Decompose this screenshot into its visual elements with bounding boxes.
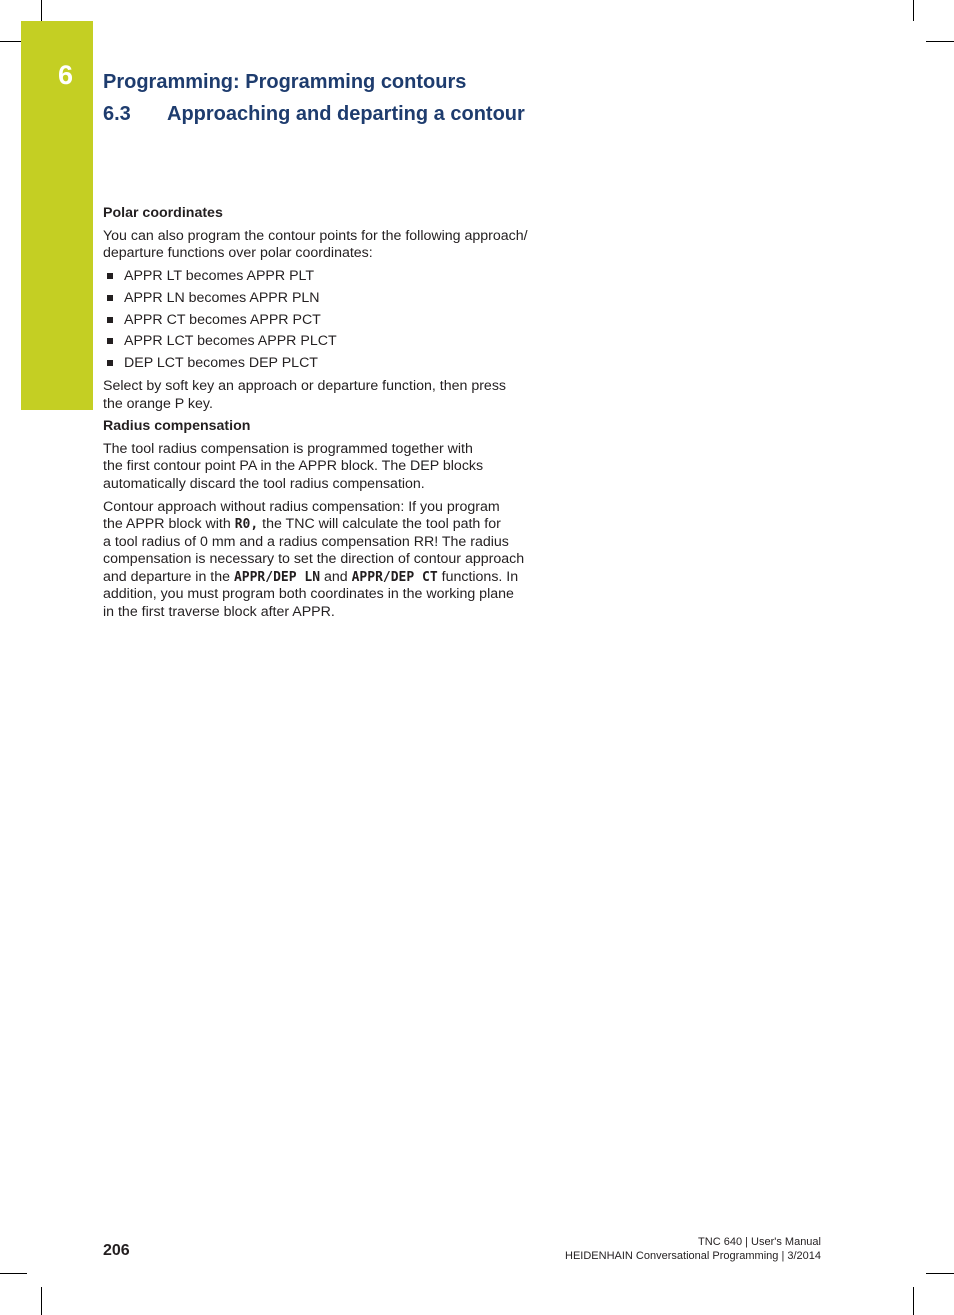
crop-mark: [41, 0, 42, 21]
list-item-text: APPR LN becomes APPR PLN: [124, 289, 320, 306]
crop-mark: [0, 41, 21, 42]
list-item-text: APPR CT becomes APPR PCT: [124, 311, 321, 328]
polar-heading: Polar coordinates: [103, 205, 223, 221]
bullet-icon: [107, 273, 113, 279]
crop-mark: [926, 1273, 954, 1274]
list-item-text: DEP LCT becomes DEP PLCT: [124, 355, 318, 372]
body-content: [103, 205, 553, 627]
radius-heading: Radius compensation: [103, 418, 251, 435]
chapter-title: Programming: Programming contours: [103, 71, 467, 93]
text-line: the first contour point PA in the APPR block. The DEP blocks: [103, 458, 484, 475]
text-line: functions. In: [437, 568, 519, 585]
list-item: [103, 355, 553, 373]
code-appr-dep-ln: APPR/DEP LN: [233, 569, 321, 585]
list-item-text: APPR LCT becomes APPR PLCT: [124, 333, 337, 350]
bullet-icon: [107, 317, 113, 323]
text-line: Select by soft key an approach or departure function, then press: [103, 377, 507, 394]
footer-manual-line: TNC 640 | User's Manual: [698, 1236, 821, 1248]
crop-mark: [41, 1287, 42, 1315]
radius-paragraph-1: [103, 441, 553, 494]
text-line: in the first traverse block after APPR.: [103, 604, 335, 621]
text-line: and: [320, 568, 352, 585]
list-item: [103, 333, 553, 351]
code-appr-dep-ct: APPR/DEP CT: [351, 569, 438, 585]
text-line: You can also program the contour points for the following approach/: [103, 227, 528, 244]
text-line: The tool radius compensation is programmed together with: [103, 440, 473, 457]
crop-mark: [913, 1287, 914, 1315]
radius-paragraph-2: [103, 499, 553, 622]
bullet-icon: [107, 338, 113, 344]
page-number: 206: [103, 1242, 130, 1259]
text-line: a tool radius of 0 mm and a radius compensation RR! The radius: [103, 533, 509, 550]
polar-select-paragraph: [103, 378, 553, 413]
text-line: departure functions over polar coordinates:: [103, 245, 373, 262]
crop-mark: [913, 0, 914, 21]
text-line: automatically discard the tool radius compensation.: [103, 475, 425, 492]
text-line: the TNC will calculate the tool path for: [258, 516, 501, 533]
list-item: [103, 312, 553, 330]
list-item-text: APPR LT becomes APPR PLT: [124, 267, 315, 284]
bullet-icon: [107, 295, 113, 301]
footer-programming-line: HEIDENHAIN Conversational Programming | 3/2014: [565, 1249, 821, 1262]
text-line: addition, you must program both coordinates in the working plane: [103, 586, 514, 603]
section-number: 6.3: [103, 103, 131, 125]
section-title: [103, 103, 525, 126]
crop-mark: [926, 41, 954, 42]
text-line: and departure in the: [103, 568, 234, 585]
text-line: the orange P key.: [103, 395, 213, 412]
list-item: [103, 290, 553, 308]
polar-list: [103, 268, 553, 373]
section-title-text: Approaching and departing a contour: [167, 103, 525, 125]
bullet-icon: [107, 360, 113, 366]
text-line: compensation is necessary to set the direction of contour approach: [103, 551, 525, 568]
chapter-number: 6: [58, 60, 74, 90]
footer-info: [565, 1236, 821, 1263]
code-r0: R0,: [234, 517, 259, 533]
text-line: Contour approach without radius compensation: If you program: [103, 498, 500, 515]
chapter-tab: [21, 21, 93, 410]
text-line: the APPR block with: [103, 516, 235, 533]
polar-intro: [103, 228, 553, 263]
list-item: [103, 268, 553, 286]
crop-mark: [0, 1273, 27, 1274]
